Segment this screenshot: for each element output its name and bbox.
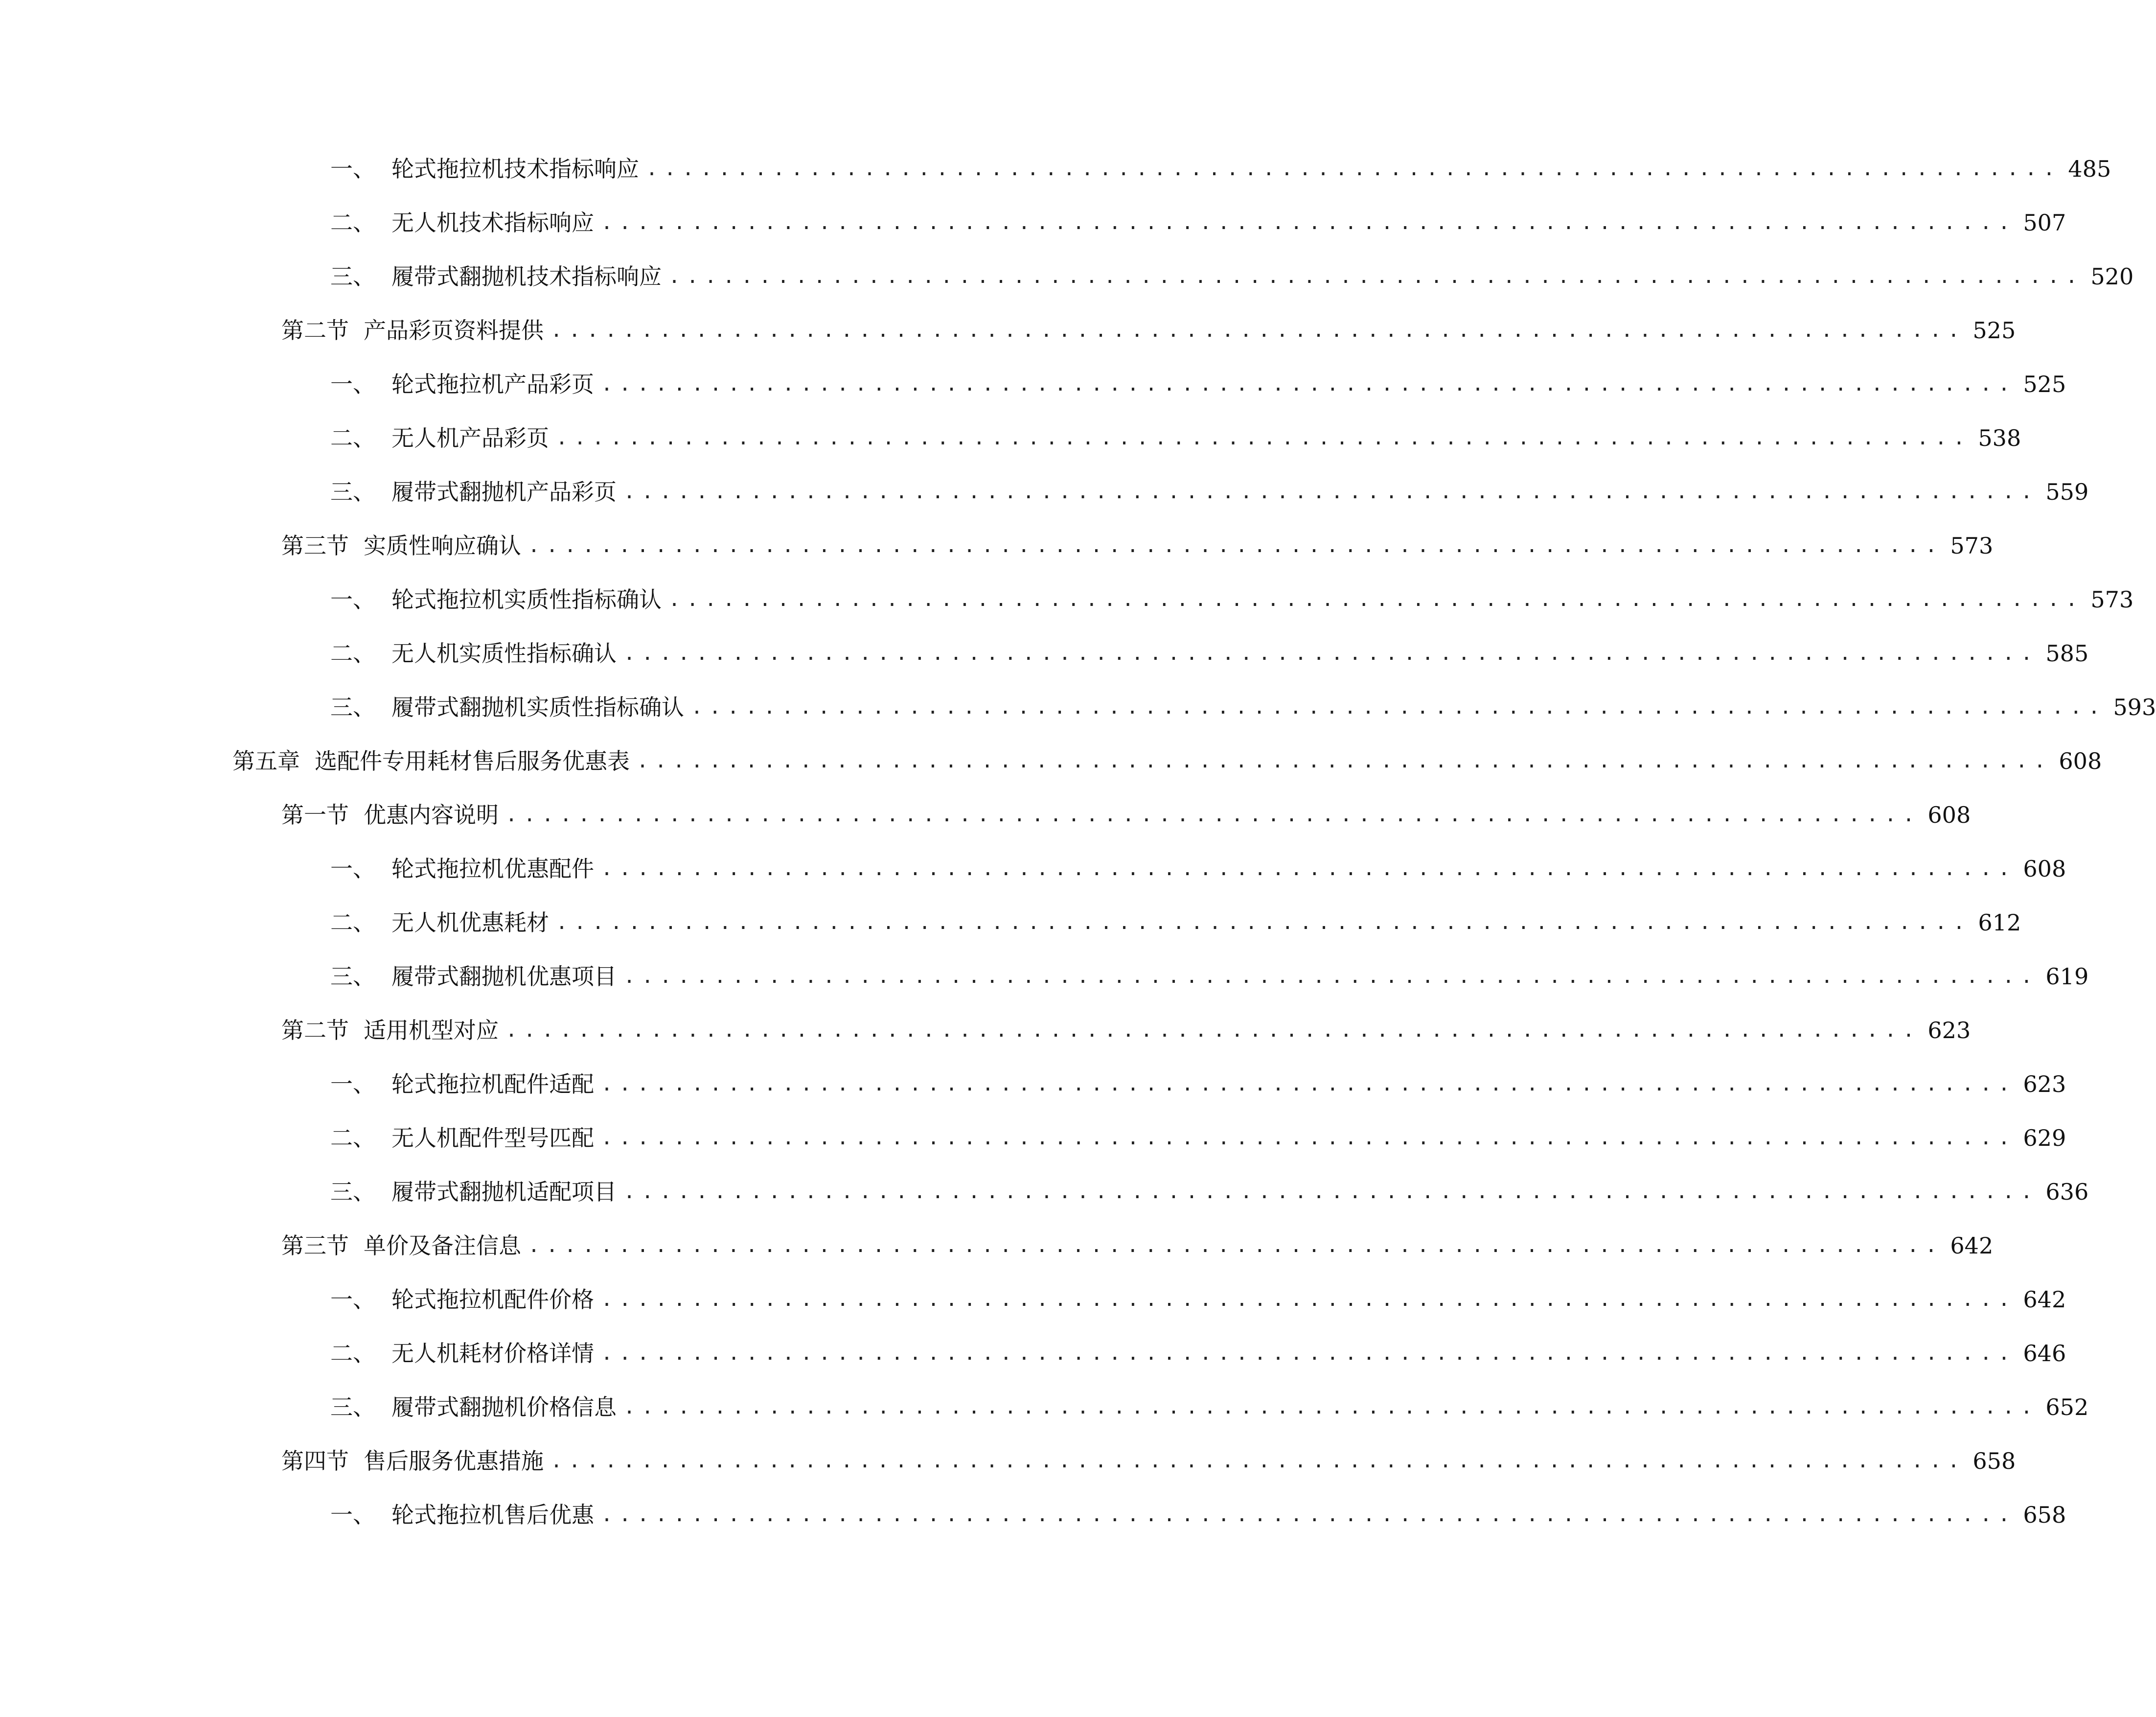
- toc-entry-page: 485: [2068, 156, 2111, 182]
- toc-entry-title: 无人机实质性指标确认: [391, 640, 617, 667]
- toc-entry-number: 一、: [330, 1502, 375, 1528]
- toc-entry[interactable]: [330, 1495, 2066, 1534]
- toc-dot-leader: ..............................................................................: [601, 1342, 2017, 1365]
- toc-dot-leader: ..............................................................................: [637, 750, 2052, 772]
- toc-entry-number: 第三节: [281, 533, 349, 559]
- toc-entry-number: 二、: [330, 1125, 375, 1151]
- toc-entry-number: 一、: [330, 586, 375, 613]
- toc-entry-number: 二、: [330, 425, 375, 451]
- toc-entry-title: 单价及备注信息: [364, 1232, 521, 1259]
- toc-entry-page: 573: [1950, 533, 1994, 559]
- toc-entry-number: 二、: [330, 209, 375, 236]
- toc-entry[interactable]: [330, 365, 2066, 404]
- toc-dot-leader: ..............................................................................: [601, 373, 2017, 395]
- toc-entry[interactable]: [330, 1280, 2066, 1319]
- toc-entry-page: 642: [2023, 1286, 2066, 1313]
- toc-entry[interactable]: [281, 1441, 2016, 1481]
- toc-entry-page: 652: [2045, 1394, 2089, 1420]
- toc-entry-page: 629: [2023, 1125, 2066, 1151]
- toc-dot-leader: ..............................................................................: [505, 804, 1921, 826]
- toc-dot-leader: ..............................................................................: [601, 1504, 2017, 1526]
- toc-entry-title: 产品彩页资料提供: [364, 317, 544, 344]
- toc-entry-title: 履带式翻抛机实质性指标确认: [391, 694, 684, 720]
- toc-dot-leader: ..............................................................................: [646, 158, 2062, 180]
- toc-entry-title: 实质性响应确认: [364, 533, 521, 559]
- toc-entry-title: 轮式拖拉机售后优惠: [391, 1502, 594, 1528]
- toc-entry-number: 第二节: [281, 1017, 349, 1044]
- toc-entry-title: 轮式拖拉机产品彩页: [391, 371, 594, 397]
- toc-entry[interactable]: [330, 1334, 2066, 1373]
- toc-dot-leader: ..............................................................................: [505, 1019, 1921, 1042]
- toc-entry-title: 履带式翻抛机产品彩页: [391, 479, 617, 505]
- toc-entry[interactable]: [281, 1226, 1994, 1265]
- toc-entry[interactable]: [281, 795, 1971, 835]
- toc-entry-page: 559: [2045, 479, 2089, 505]
- toc-dot-leader: ..............................................................................: [556, 427, 1972, 449]
- toc-dot-leader: ..............................................................................: [556, 911, 1972, 934]
- toc-entry-page: 642: [1950, 1232, 1994, 1259]
- toc-entry-number: 一、: [330, 1286, 375, 1313]
- toc-entry-title: 履带式翻抛机价格信息: [391, 1394, 617, 1420]
- toc-entry-title: 轮式拖拉机技术指标响应: [391, 156, 639, 182]
- toc-entry-title: 无人机产品彩页: [391, 425, 549, 451]
- toc-dot-leader: ..............................................................................: [623, 481, 2039, 503]
- toc-entry-title: 轮式拖拉机配件价格: [391, 1286, 594, 1313]
- toc-entry-page: 636: [2045, 1179, 2089, 1205]
- toc-dot-leader: ..............................................................................: [623, 1396, 2039, 1418]
- toc-dot-leader: ..............................................................................: [623, 642, 2039, 665]
- toc-entry-page: 608: [2059, 748, 2102, 774]
- toc-entry-number: 二、: [330, 1340, 375, 1367]
- toc-entry-number: 二、: [330, 640, 375, 667]
- toc-entry-number: 第五章: [232, 748, 300, 774]
- toc-entry[interactable]: [330, 634, 2089, 673]
- toc-entry-page: 593: [2113, 694, 2156, 720]
- toc-entry[interactable]: [330, 957, 2089, 996]
- toc-entry-number: 三、: [330, 263, 375, 290]
- toc-entry-number: 三、: [330, 1179, 375, 1205]
- toc-entry-page: 612: [1978, 909, 2021, 936]
- toc-entry-page: 623: [2023, 1071, 2066, 1097]
- toc-dot-leader: ..............................................................................: [623, 1181, 2039, 1203]
- toc-entry-title: 无人机耗材价格详情: [391, 1340, 594, 1367]
- toc-entry-title: 履带式翻抛机技术指标响应: [391, 263, 662, 290]
- toc-entry[interactable]: [330, 472, 2089, 511]
- toc-entry-page: 658: [2023, 1502, 2066, 1528]
- toc-entry-title: 无人机优惠耗材: [391, 909, 549, 936]
- toc-entry-number: 二、: [330, 909, 375, 936]
- toc-entry-number: 一、: [330, 156, 375, 182]
- toc-dot-leader: ..............................................................................: [550, 319, 1966, 342]
- toc-dot-leader: ..............................................................................: [668, 588, 2084, 611]
- toc-entry[interactable]: [330, 580, 2134, 619]
- toc-dot-leader: ..............................................................................: [623, 965, 2039, 988]
- toc-entry-number: 三、: [330, 479, 375, 505]
- toc-entry-number: 第四节: [281, 1448, 349, 1474]
- toc-dot-leader: ..............................................................................: [601, 211, 2017, 234]
- toc-entry[interactable]: [330, 149, 2111, 188]
- toc-entry-page: 619: [2045, 963, 2089, 990]
- toc-entry[interactable]: [330, 203, 2066, 242]
- toc-entry-page: 525: [2023, 371, 2066, 397]
- toc-entry[interactable]: [330, 1172, 2089, 1211]
- toc-entry-title: 无人机技术指标响应: [391, 209, 594, 236]
- toc-entry-title: 适用机型对应: [364, 1017, 499, 1044]
- toc-dot-leader: ..............................................................................: [601, 1288, 2017, 1311]
- toc-entry-page: 538: [1978, 425, 2021, 451]
- toc-entry-page: 507: [2023, 209, 2066, 236]
- toc-dot-leader: ..............................................................................: [528, 534, 1944, 557]
- toc-entry-title: 轮式拖拉机配件适配: [391, 1071, 594, 1097]
- toc-dot-leader: ..............................................................................: [601, 858, 2017, 880]
- toc-dot-leader: ..............................................................................: [691, 696, 2107, 719]
- toc-entry-page: 520: [2090, 263, 2134, 290]
- toc-entry[interactable]: [330, 849, 2066, 888]
- toc-entry-title: 优惠内容说明: [364, 802, 499, 828]
- toc-entry-page: 608: [2023, 856, 2066, 882]
- toc-entry-page: 525: [1973, 317, 2016, 344]
- toc-entry[interactable]: [281, 311, 2016, 350]
- toc-entry[interactable]: [330, 903, 2021, 942]
- toc-entry-title: 轮式拖拉机实质性指标确认: [391, 586, 662, 613]
- toc-entry-number: 一、: [330, 856, 375, 882]
- toc-entry[interactable]: [281, 1011, 1971, 1050]
- toc-entry[interactable]: [330, 418, 2021, 458]
- toc-entry[interactable]: [330, 1118, 2066, 1158]
- toc-entry-title: 轮式拖拉机优惠配件: [391, 856, 594, 882]
- toc-dot-leader: ..............................................................................: [550, 1450, 1966, 1472]
- toc-dot-leader: ..............................................................................: [601, 1127, 2017, 1149]
- toc-entry[interactable]: [232, 742, 2102, 781]
- toc-entry-page: 585: [2045, 640, 2089, 667]
- toc-entry-number: 三、: [330, 1394, 375, 1420]
- toc-entry-page: 608: [1927, 802, 1971, 828]
- toc-entry[interactable]: [330, 688, 2156, 727]
- toc-entry-page: 658: [1973, 1448, 2016, 1474]
- toc-entry-title: 履带式翻抛机优惠项目: [391, 963, 617, 990]
- toc-entry-page: 646: [2023, 1340, 2066, 1367]
- toc-entry-title: 无人机配件型号匹配: [391, 1125, 594, 1151]
- toc-entry-number: 第一节: [281, 802, 349, 828]
- toc-entry-number: 第三节: [281, 1232, 349, 1259]
- toc-entry-title: 售后服务优惠措施: [364, 1448, 544, 1474]
- toc-entry-number: 三、: [330, 694, 375, 720]
- toc-entry-number: 三、: [330, 963, 375, 990]
- toc-entry[interactable]: [330, 1065, 2066, 1104]
- toc-entry-title: 履带式翻抛机适配项目: [391, 1179, 617, 1205]
- toc-dot-leader: ..............................................................................: [601, 1073, 2017, 1095]
- toc-entry-number: 第二节: [281, 317, 349, 344]
- toc-entry-page: 573: [2090, 586, 2134, 613]
- toc-entry[interactable]: [330, 257, 2134, 296]
- toc-entry-number: 一、: [330, 371, 375, 397]
- toc-entry-title: 选配件专用耗材售后服务优惠表: [315, 748, 630, 774]
- toc-entry[interactable]: [281, 526, 1994, 565]
- toc-dot-leader: ..............................................................................: [528, 1234, 1944, 1257]
- toc-entry[interactable]: [330, 1388, 2089, 1427]
- toc-entry-number: 一、: [330, 1071, 375, 1097]
- toc-dot-leader: ..............................................................................: [668, 265, 2084, 288]
- toc-entry-page: 623: [1927, 1017, 1971, 1044]
